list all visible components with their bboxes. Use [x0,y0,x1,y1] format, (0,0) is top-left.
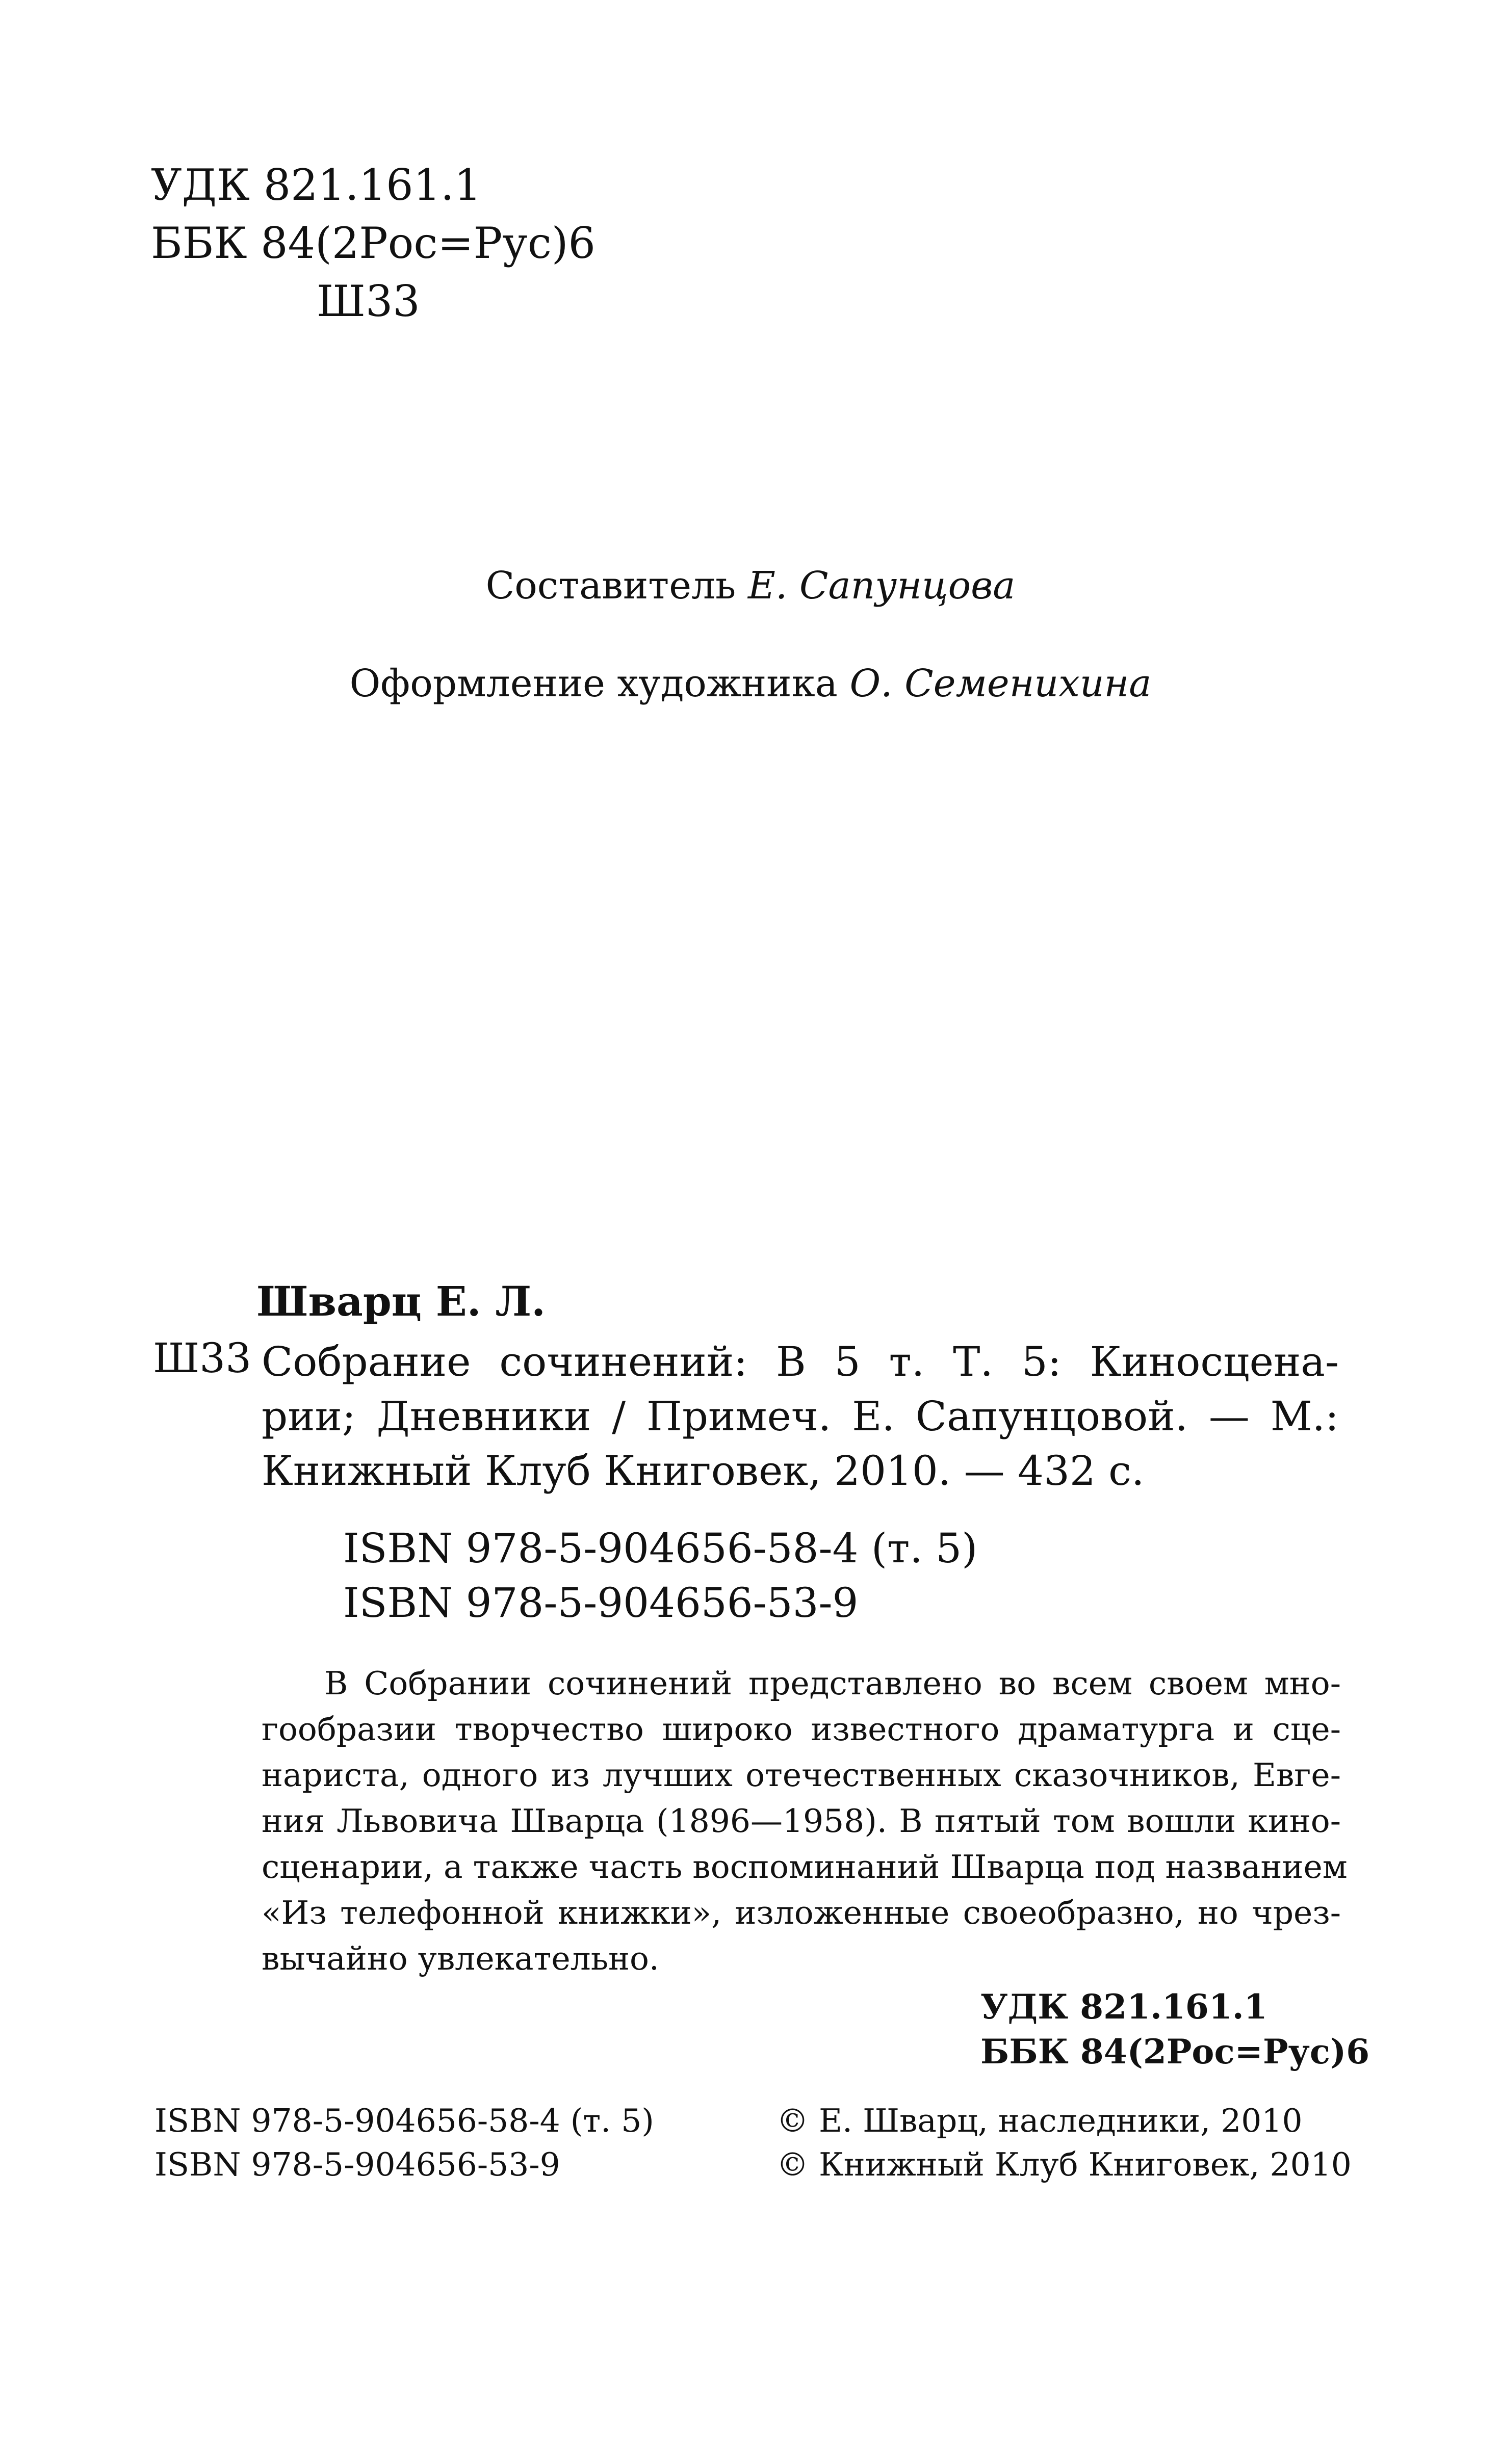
compiler-name: Е. Сапунцова [747,564,1016,608]
isbn-line: ISBN 978-5-904656-53-9 [154,2146,560,2183]
copyright-notice [777,2099,1352,2187]
bbk-code: ББК 84(2Рос=Рус)6 [151,218,596,268]
designer-name: О. Семенихина [849,662,1152,705]
annotation-line: гообразии творчество широко известного драматурга и сце- [262,1711,1341,1748]
entry-line: Собрание сочинений: В 5 т. Т. 5: Киносцена- [262,1338,1339,1385]
isbn-line: ISBN 978-5-904656-58-4 (т. 5) [343,1525,978,1572]
copyright-line: © Е. Шварц, наследники, 2010 [777,2102,1303,2139]
card-isbn-list [343,1521,977,1630]
bibliographic-entry [262,1334,1339,1498]
card-author-sign: Ш33 [153,1334,252,1382]
isbn-line: ISBN 978-5-904656-58-4 (т. 5) [154,2102,654,2139]
annotation-line: ния Львовича Шварца (1896—1958). В пятый том вошли кино- [262,1802,1341,1840]
annotation-line: нариста, одного из лучших отечественных сказочников, Евге- [262,1757,1341,1794]
compiler-label: Составитель [485,564,736,608]
classification-top [151,156,596,330]
entry-line: Книжный Клуб Книговек, 2010. — 432 с. [262,1447,1145,1495]
annotation-line: сценарии, а также часть воспоминаний Шварца под названием [262,1848,1348,1885]
annotation [262,1661,1348,1982]
compiler-credit [0,564,1501,608]
copyright-line: © Книжный Клуб Книговек, 2010 [777,2146,1352,2183]
udk-code: УДК 821.161.1 [980,1987,1267,2027]
isbn-footer [154,2099,654,2187]
classification-bottom [980,1984,1369,2074]
udk-code: УДК 821.161.1 [151,160,482,210]
author-sign: Ш33 [317,276,420,326]
annotation-line: В Собрании сочинений представлено во всем своем мно- [324,1665,1341,1702]
design-credit [0,662,1501,705]
card-author: Шварц Е. Л. [256,1277,546,1325]
bbk-code: ББК 84(2Рос=Рус)6 [980,2032,1370,2072]
design-label: Оформление художника [349,662,838,705]
annotation-line: «Из телефонной книжки», изложенные своеобразно, но чрез- [262,1894,1341,1931]
entry-line: рии; Дневники / Примеч. Е. Сапунцовой. — М.: [262,1393,1339,1440]
annotation-line: вычайно увлекательно. [262,1940,659,1977]
isbn-line: ISBN 978-5-904656-53-9 [343,1579,859,1627]
